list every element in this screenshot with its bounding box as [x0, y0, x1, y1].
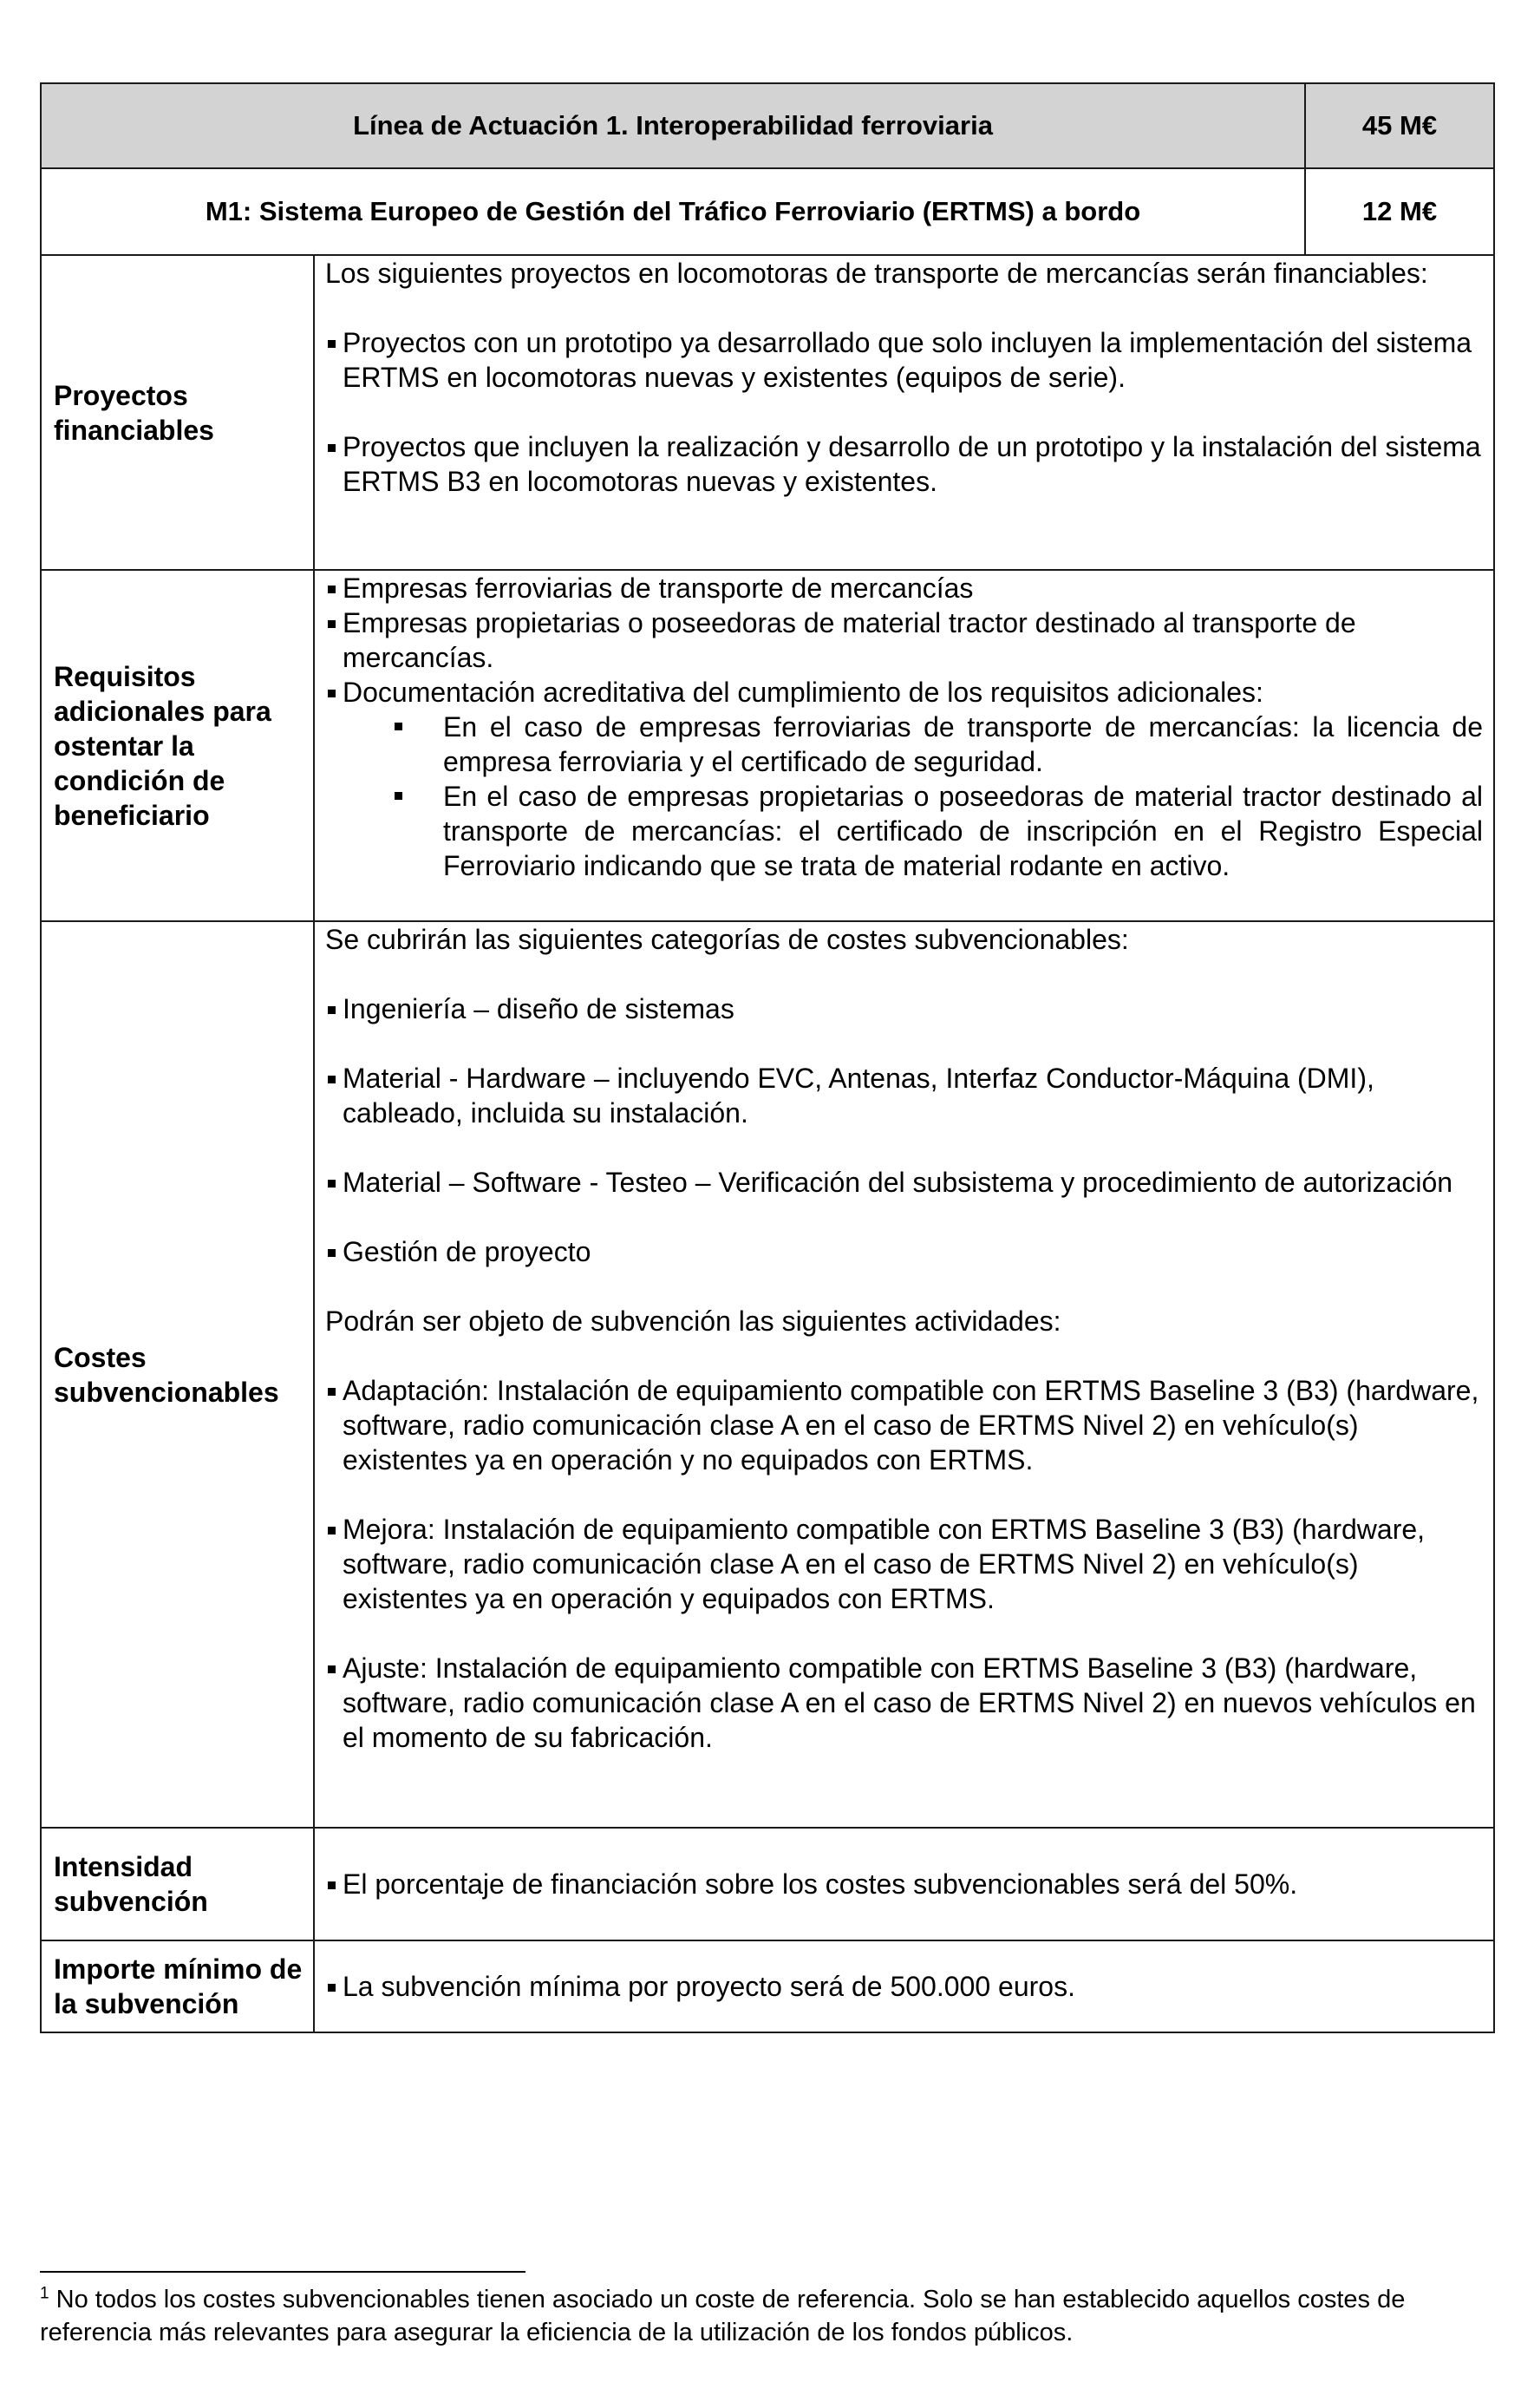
- intensidad-text: El porcentaje de financiación sobre los costes subvencionables será del 50%.: [325, 1867, 1483, 1901]
- intensidad-content: [314, 1828, 1494, 1940]
- importe-content: [314, 1940, 1494, 2032]
- costes-activity: Ajuste: Instalación de equipamiento compatible con ERTMS Baseline 3 (B3) (hardware, software, radio comunicación clase A en el caso de ERTMS Nivel 2) en nuevos vehículos en el momento de su fabricación.: [325, 1651, 1483, 1755]
- costes-activities-intro: Podrán ser objeto de subvención las siguientes actividades:: [325, 1305, 1061, 1337]
- measure-amount: 12 M€: [1305, 168, 1494, 255]
- line-title: Línea de Actuación 1. Interoperabilidad ferroviaria: [41, 83, 1305, 168]
- costes-label: Costes subvencionables: [41, 921, 314, 1828]
- proyectos-content: [314, 255, 1494, 570]
- importe-row: [41, 1940, 1494, 2032]
- requisitos-content: [314, 570, 1494, 921]
- costes-row: [41, 921, 1494, 1828]
- costes-category: Material – Software - Testeo – Verificación del subsistema y procedimiento de autorización: [325, 1165, 1483, 1200]
- footnote: [40, 2283, 1497, 2349]
- footnote-text: No todos los costes subvencionables tienen asociado un coste de referencia. Solo se han establecido aquellos costes de referencia más relevantes para asegurar la eficiencia de la utilización de los fondos públicos.: [40, 2286, 1406, 2346]
- requisitos-bullet: Empresas propietarias o poseedoras de material tractor destinado al transporte de mercancías.: [325, 605, 1483, 675]
- proyectos-bullet: Proyectos que incluyen la realización y desarrollo de un prototipo y la instalación del sistema ERTMS B3 en locomotoras nuevas y existentes.: [325, 429, 1483, 499]
- measure-header-row: [41, 168, 1494, 255]
- line-header-row: [41, 83, 1494, 168]
- funding-table: [40, 82, 1495, 2033]
- line-amount: 45 M€: [1305, 83, 1494, 168]
- costes-category: Material - Hardware – incluyendo EVC, Antenas, Interfaz Conductor-Máquina (DMI), cableado, incluida su instalación.: [325, 1061, 1483, 1130]
- costes-content: [314, 921, 1494, 1828]
- requisitos-bullet: Empresas ferroviarias de transporte de mercancías: [325, 571, 1483, 605]
- footnote-marker: 1: [40, 2284, 49, 2303]
- costes-activity: Adaptación: Instalación de equipamiento compatible con ERTMS Baseline 3 (B3) (hardware, software, radio comunicación clase A en el caso de ERTMS Nivel 2) en vehículo(s) existentes ya en operación y no equipados con ERTMS.: [325, 1373, 1483, 1477]
- importe-text: La subvención mínima por proyecto será de 500.000 euros.: [325, 1969, 1483, 2004]
- requisitos-sub-bullet: En el caso de empresas ferroviarias de transporte de mercancías: la licencia de empresa ferroviaria y el certificado de seguridad.: [325, 710, 1483, 779]
- costes-activity: Mejora: Instalación de equipamiento compatible con ERTMS Baseline 3 (B3) (hardware, software, radio comunicación clase A en el caso de ERTMS Nivel 2) en vehículo(s) existentes ya en operación y equipados con ERTMS.: [325, 1512, 1483, 1616]
- proyectos-bullet: Proyectos con un prototipo ya desarrollado que solo incluyen la implementación del sistema ERTMS en locomotoras nuevas y existentes (equipos de serie).: [325, 325, 1483, 395]
- importe-label: Importe mínimo de la subvención: [41, 1940, 314, 2032]
- requisitos-row: [41, 570, 1494, 921]
- intensidad-label: Intensidad subvención: [41, 1828, 314, 1940]
- proyectos-row: [41, 255, 1494, 570]
- measure-title: M1: Sistema Europeo de Gestión del Tráfico Ferroviario (ERTMS) a bordo: [41, 168, 1305, 255]
- requisitos-label: Requisitos adicionales para ostentar la condición de beneficiario: [41, 570, 314, 921]
- costes-category: Gestión de proyecto: [325, 1234, 1483, 1269]
- intensidad-row: [41, 1828, 1494, 1940]
- proyectos-intro: Los siguientes proyectos en locomotoras de transporte de mercancías serán financiables:: [325, 258, 1428, 289]
- requisitos-sub-bullet: En el caso de empresas propietarias o poseedoras de material tractor destinado al transporte de mercancías: el certificado de inscripción en el Registro Especial Ferroviario indicando que se trata de material rodante en activo.: [325, 779, 1483, 883]
- proyectos-label: Proyectos financiables: [41, 255, 314, 570]
- costes-intro: Se cubrirán las siguientes categorías de costes subvencionables:: [325, 924, 1129, 955]
- footnote-separator: [40, 2271, 525, 2273]
- requisitos-bullet: Documentación acreditativa del cumplimiento de los requisitos adicionales:: [325, 675, 1483, 710]
- costes-category: Ingeniería – diseño de sistemas: [325, 991, 1483, 1026]
